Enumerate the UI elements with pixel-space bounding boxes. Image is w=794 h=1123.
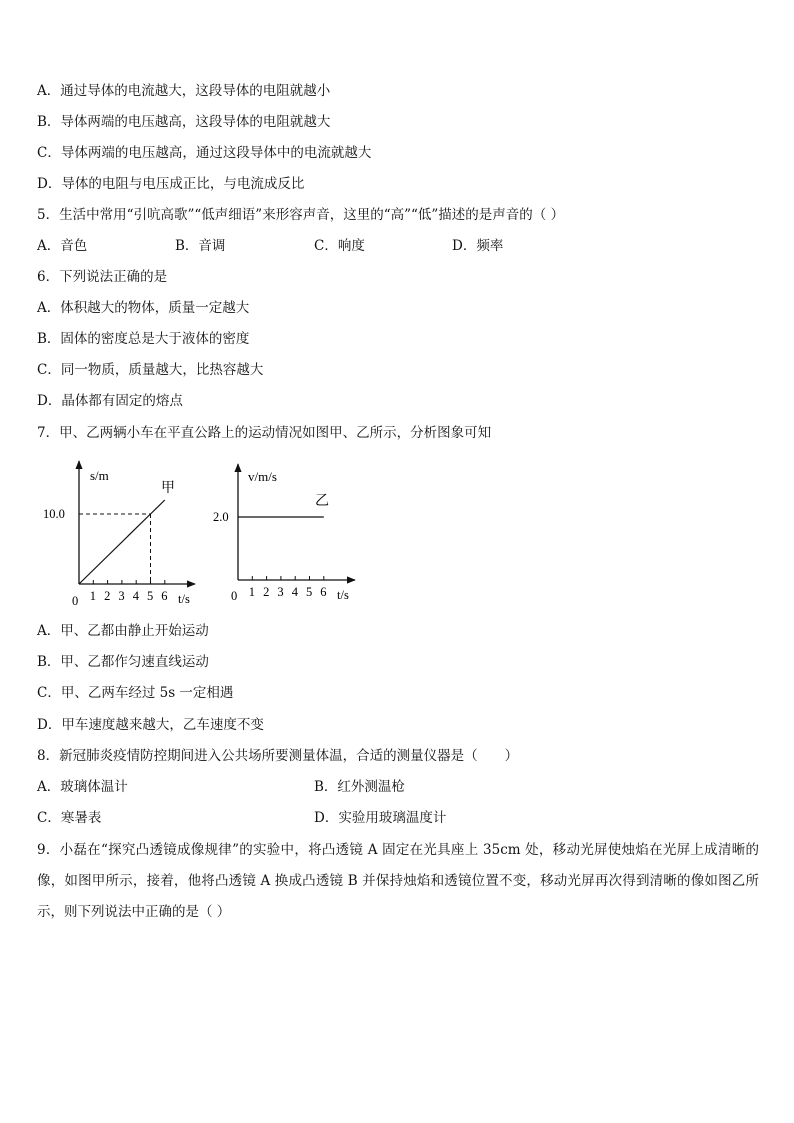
graph-yi-x-tick-label: 4: [291, 585, 298, 599]
graph-yi-x-tick-label: 2: [263, 585, 270, 599]
graph-jia-x-tick-label: 3: [118, 589, 125, 603]
graph-jia-xlabel: t/s: [178, 592, 190, 606]
graph-jia-x-tick-label: 5: [147, 589, 154, 603]
q6-option-b: B．固体的密度总是大于液体的密度: [37, 331, 250, 347]
graph-yi-x-tick-label: 3: [277, 585, 284, 599]
q5-option-a: A．音色: [37, 238, 88, 254]
q4-option-b: B．导体两端的电压越高，这段导体的电阻就越大: [37, 114, 331, 130]
graph-yi-x-tick-label: 1: [248, 585, 256, 599]
q7-option-b: B．甲、乙都作匀速直线运动: [37, 654, 209, 670]
q5-option-c: C．响度: [314, 238, 365, 254]
q4-option-a: A．通过导体的电流越大，这段导体的电阻就越小: [37, 83, 331, 99]
q4-option-d: D．导体的电阻与电压成正比，与电流成反比: [37, 176, 305, 192]
q7-option-c: C．甲、乙两车经过 5s 一定相遇: [37, 685, 234, 701]
graph-jia-x-tick-label: 1: [89, 589, 97, 603]
graph-yi-x-tick-label: 5: [306, 585, 313, 599]
graph-yi-origin-label: 0: [231, 589, 238, 603]
graph-jia-x-tick-label: 4: [132, 589, 139, 603]
graph-yi-series-label: 乙: [315, 494, 329, 509]
graph-jia-series-label: 甲: [161, 481, 175, 496]
q8-option-c: C．寒暑表: [37, 810, 102, 826]
graph-yi-xlabel: t/s: [337, 588, 349, 602]
q6-stem: 6．下列说法正确的是: [37, 269, 168, 285]
q8-option-d: D．实验用玻璃温度计: [314, 810, 447, 826]
q8-option-b: B．红外测温枪: [314, 779, 405, 795]
q6-option-a: A．体积越大的物体，质量一定越大: [37, 300, 250, 316]
q8-option-a: A．玻璃体温计: [37, 779, 128, 795]
q5-option-d: D．频率: [452, 238, 504, 254]
graph-jia-s-t: [30, 455, 210, 615]
graph-jia-origin-label: 0: [72, 594, 79, 608]
q9-stem: 9．小磊在“探究凸透镜成像规律”的实验中，将凸透镜 A 固定在光具座上 35cm 处，移动光屏使烛焰在光屏上成清晰的像，如图甲所示，接着，他将凸透镜 A 换成凸透镜 B 并保持烛焰和透镜位置不变，移动光屏再次得到清晰的像如图乙所示，则下列说法中正确的是（ ）: [37, 842, 759, 920]
q8-stem: 8．新冠肺炎疫情防控期间进入公共场所要测量体温，合适的测量仪器是（ ）: [37, 748, 519, 764]
q6-option-d: D．晶体都有固定的熔点: [37, 393, 183, 409]
graph-yi-v-t: [200, 455, 380, 615]
q7-option-d: D．甲车速度越来越大，乙车速度不变: [37, 717, 264, 733]
graph-yi-ylabel: v/m/s: [248, 469, 277, 484]
graph-jia-y-tick-label: 10.0: [43, 507, 65, 521]
graph-jia-series-line: [79, 500, 165, 584]
q7-option-a: A．甲、乙都由静止开始运动: [37, 623, 209, 639]
q7-stem: 7．甲、乙两辆小车在平直公路上的运动情况如图甲、乙所示，分析图象可知: [37, 425, 492, 441]
q6-option-c: C．同一物质，质量越大，比热容越大: [37, 362, 264, 378]
graph-jia-ylabel: s/m: [90, 468, 109, 483]
graph-yi-x-tick-label: 6: [320, 585, 327, 599]
q4-option-c: C．导体两端的电压越高，通过这段导体中的电流就越大: [37, 145, 372, 161]
graph-yi-y-tick-label: 2.0: [213, 510, 229, 524]
graph-jia-x-tick-label: 6: [161, 589, 168, 603]
q5-stem: 5．生活中常用“引吭高歌”“低声细语”来形容声音，这里的“高”“低”描述的是声音的（ ）: [37, 207, 565, 223]
q5-option-b: B．音调: [175, 238, 226, 254]
graph-jia-x-tick-label: 2: [104, 589, 111, 603]
